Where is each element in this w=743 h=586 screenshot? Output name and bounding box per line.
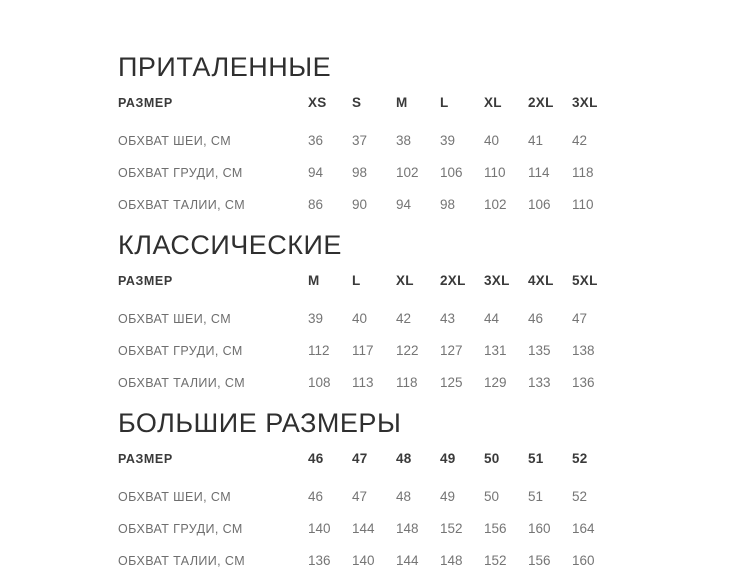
measurement-row-neck <box>118 490 618 522</box>
measurement-row-neck <box>118 134 618 166</box>
measurement-value: 117 <box>352 343 374 358</box>
measurement-label: ОБХВАТ ГРУДИ, СМ <box>118 344 243 358</box>
measurement-value: 113 <box>352 375 374 390</box>
size-column-header: 51 <box>528 451 544 466</box>
measurement-value: 50 <box>484 489 500 504</box>
measurement-value: 164 <box>572 521 595 536</box>
measurement-label: ОБХВАТ ТАЛИИ, СМ <box>118 198 246 212</box>
measurement-value: 51 <box>528 489 544 504</box>
size-column-header: 5XL <box>572 273 598 288</box>
measurement-value: 39 <box>308 311 324 326</box>
measurement-value: 40 <box>352 311 368 326</box>
measurement-row-waist <box>118 198 618 230</box>
measurement-value: 102 <box>396 165 419 180</box>
measurement-label: ОБХВАТ ГРУДИ, СМ <box>118 522 243 536</box>
size-column-header: 49 <box>440 451 456 466</box>
measurement-value: 118 <box>396 375 418 390</box>
measurement-value: 42 <box>396 311 412 326</box>
size-column-header: 50 <box>484 451 500 466</box>
measurement-value: 108 <box>308 375 331 390</box>
measurement-value: 148 <box>440 553 463 568</box>
size-header-label: РАЗМЕР <box>118 452 173 466</box>
measurement-value: 144 <box>352 521 375 536</box>
measurement-value: 129 <box>484 375 507 390</box>
measurement-value: 38 <box>396 133 412 148</box>
size-column-header: 2XL <box>528 95 554 110</box>
measurement-value: 52 <box>572 489 588 504</box>
size-column-header: XL <box>484 95 502 110</box>
measurement-value: 37 <box>352 133 368 148</box>
measurement-value: 127 <box>440 343 463 358</box>
size-chart-page <box>118 52 618 586</box>
measurement-value: 110 <box>572 197 594 212</box>
section-title-big-sizes: БОЛЬШИЕ РАЗМЕРЫ <box>118 408 402 438</box>
measurement-value: 106 <box>440 165 463 180</box>
measurement-value: 102 <box>484 197 507 212</box>
measurement-value: 49 <box>440 489 456 504</box>
size-column-header: L <box>440 95 449 110</box>
measurement-label: ОБХВАТ ШЕИ, СМ <box>118 312 232 326</box>
measurement-value: 36 <box>308 133 324 148</box>
measurement-value: 41 <box>528 133 544 148</box>
size-header-label: РАЗМЕР <box>118 96 173 110</box>
measurement-value: 152 <box>440 521 463 536</box>
measurement-value: 118 <box>572 165 594 180</box>
size-column-header: 47 <box>352 451 368 466</box>
size-column-header: 46 <box>308 451 324 466</box>
section-title-fitted: ПРИТАЛЕННЫЕ <box>118 52 332 82</box>
measurement-value: 156 <box>528 553 551 568</box>
measurement-row-waist <box>118 376 618 408</box>
measurement-value: 140 <box>308 521 331 536</box>
measurement-value: 46 <box>308 489 324 504</box>
measurement-value: 98 <box>440 197 456 212</box>
section-title-classic: КЛАССИЧЕСКИЕ <box>118 230 342 260</box>
measurement-value: 44 <box>484 311 500 326</box>
measurement-value: 94 <box>308 165 324 180</box>
size-column-header: 52 <box>572 451 588 466</box>
measurement-value: 144 <box>396 553 419 568</box>
measurement-value: 98 <box>352 165 368 180</box>
measurement-value: 136 <box>572 375 595 390</box>
measurement-value: 160 <box>528 521 551 536</box>
size-column-header: M <box>396 95 408 110</box>
size-column-header: S <box>352 95 362 110</box>
measurement-value: 42 <box>572 133 588 148</box>
measurement-row-chest <box>118 344 618 376</box>
size-column-header: XS <box>308 95 327 110</box>
measurement-value: 125 <box>440 375 463 390</box>
measurement-value: 152 <box>484 553 507 568</box>
measurement-value: 112 <box>308 343 330 358</box>
measurement-value: 110 <box>484 165 506 180</box>
measurement-value: 46 <box>528 311 544 326</box>
measurement-value: 86 <box>308 197 324 212</box>
measurement-value: 160 <box>572 553 595 568</box>
measurement-value: 94 <box>396 197 412 212</box>
measurement-label: ОБХВАТ ТАЛИИ, СМ <box>118 376 246 390</box>
measurement-label: ОБХВАТ ТАЛИИ, СМ <box>118 554 246 568</box>
size-header-label: РАЗМЕР <box>118 274 173 288</box>
measurement-value: 138 <box>572 343 595 358</box>
size-column-header: 48 <box>396 451 412 466</box>
measurement-value: 140 <box>352 553 375 568</box>
section-fitted <box>118 52 618 230</box>
measurement-label: ОБХВАТ ШЕИ, СМ <box>118 490 232 504</box>
size-column-header: 2XL <box>440 273 466 288</box>
measurement-value: 47 <box>352 489 368 504</box>
measurement-value: 135 <box>528 343 551 358</box>
section-big-sizes <box>118 408 618 586</box>
measurement-value: 106 <box>528 197 551 212</box>
measurement-value: 40 <box>484 133 500 148</box>
measurement-value: 131 <box>484 343 507 358</box>
size-header-row <box>118 96 618 110</box>
measurement-value: 122 <box>396 343 419 358</box>
measurement-value: 47 <box>572 311 588 326</box>
measurement-value: 90 <box>352 197 368 212</box>
measurement-value: 39 <box>440 133 456 148</box>
size-column-header: M <box>308 273 320 288</box>
measurement-value: 43 <box>440 311 456 326</box>
size-header-row <box>118 452 618 466</box>
size-column-header: 3XL <box>484 273 510 288</box>
measurement-value: 48 <box>396 489 412 504</box>
size-header-row <box>118 274 618 288</box>
measurement-label: ОБХВАТ ШЕИ, СМ <box>118 134 232 148</box>
measurement-value: 136 <box>308 553 331 568</box>
size-column-header: L <box>352 273 361 288</box>
size-column-header: XL <box>396 273 414 288</box>
measurement-row-chest <box>118 522 618 554</box>
measurement-value: 148 <box>396 521 419 536</box>
measurement-row-waist <box>118 554 618 586</box>
measurement-value: 156 <box>484 521 507 536</box>
size-column-header: 4XL <box>528 273 554 288</box>
measurement-row-chest <box>118 166 618 198</box>
measurement-value: 114 <box>528 165 550 180</box>
measurement-label: ОБХВАТ ГРУДИ, СМ <box>118 166 243 180</box>
size-column-header: 3XL <box>572 95 598 110</box>
measurement-value: 133 <box>528 375 551 390</box>
measurement-row-neck <box>118 312 618 344</box>
section-classic <box>118 230 618 408</box>
